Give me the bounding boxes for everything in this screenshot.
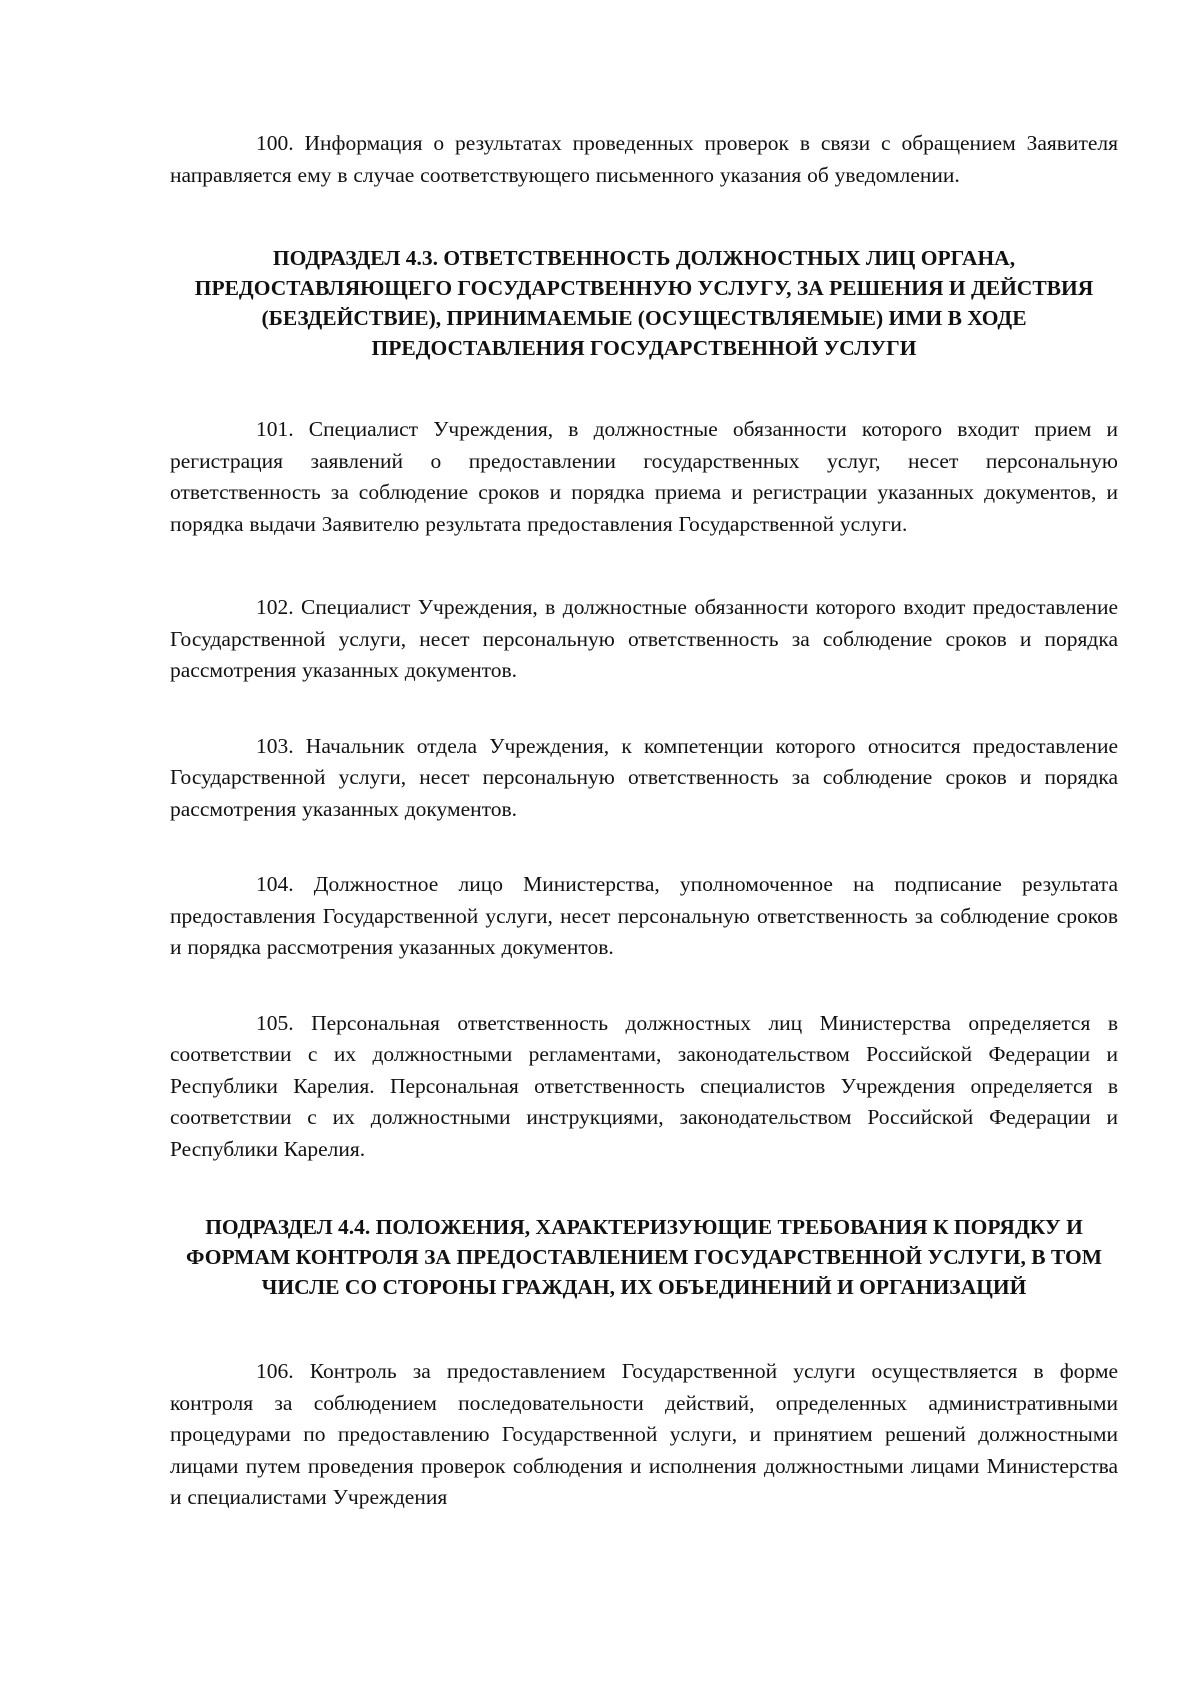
paragraph-101: 101. Специалист Учреждения, в должностные обязанности которого входит прием и регистрация заявлений о предоставлении государственных услуг, несет персональную ответственность за соблюдение сроков и порядка приема и регистрации указанных документов, и порядка выдачи Заявителю результата предоставления Государственной услуги. — [170, 417, 1118, 536]
paragraph-105: 105. Персональная ответственность должностных лиц Министерства определяется в соответствии с их должностными регламентами, законодательством Российской Федерации и Республики Карелия. Персональная ответственность специалистов Учреждения определяется в соответствии с их должностными инструкциями, законодательством Российской Федерации и Республики Карелия. — [170, 1010, 1118, 1161]
section-heading-4-3: ПОДРАЗДЕЛ 4.3. ОТВЕТСТВЕННОСТЬ ДОЛЖНОСТНЫХ ЛИЦ ОРГАНА, ПРЕДОСТАВЛЯЮЩЕГО ГОСУДАРСТВЕННУЮ УСЛУГУ, ЗА РЕШЕНИЯ И ДЕЙСТВИЯ (БЕЗДЕЙСТВИЕ), ПРИНИМАЕМЫЕ (ОСУЩЕСТВЛЯЕМЫЕ) ИМИ В ХОДЕ ПРЕДОСТАВЛЕНИЯ ГОСУДАРСТВЕННОЙ УСЛУГИ — [194, 246, 1094, 360]
paragraph-104: 104. Должностное лицо Министерства, уполномоченное на подписание результата предоставления Государственной услуги, несет персональную ответственность за соблюдение сроков и порядка рассмотрения указанных документов. — [170, 872, 1118, 959]
document-body — [170, 128, 1118, 1514]
paragraph-103: 103. Начальник отдела Учреждения, к компетенции которого относится предоставление Государственной услуги, несет персональную ответственность за соблюдение сроков и порядка рассмотрения указанных документов. — [170, 733, 1118, 821]
paragraph-102: 102. Специалист Учреждения, в должностные обязанности которого входит предоставление Государственной услуги, несет персональную ответственность за соблюдение сроков и порядка рассмотрения указанных документов. — [170, 595, 1118, 682]
paragraph-100: 100. Информация о результатах проведенных проверок в связи с обращением Заявителя направляется ему в случае соответствующего письменного указания об уведомлении. — [170, 131, 1118, 187]
paragraph-106: 106. Контроль за предоставлением Государственной услуги осуществляется в форме контроля за соблюдением последовательности действий, определенных административными процедурами по предоставлению Государственной услуги, и принятием решений должностными лицами путем проведения проверок соблюдения и исполнения должностными лицами Министерства и специалистами Учреждения — [170, 1359, 1118, 1509]
section-heading-4-4: ПОДРАЗДЕЛ 4.4. ПОЛОЖЕНИЯ, ХАРАКТЕРИЗУЮЩИЕ ТРЕБОВАНИЯ К ПОРЯДКУ И ФОРМАМ КОНТРОЛЯ ЗА ПРЕДОСТАВЛЕНИЕМ ГОСУДАРСТВЕННОЙ УСЛУГИ, В ТОМ ЧИСЛЕ СО СТОРОНЫ ГРАЖДАН, ИХ ОБЪЕДИНЕНИЙ И ОРГАНИЗАЦИЙ — [186, 1215, 1102, 1299]
